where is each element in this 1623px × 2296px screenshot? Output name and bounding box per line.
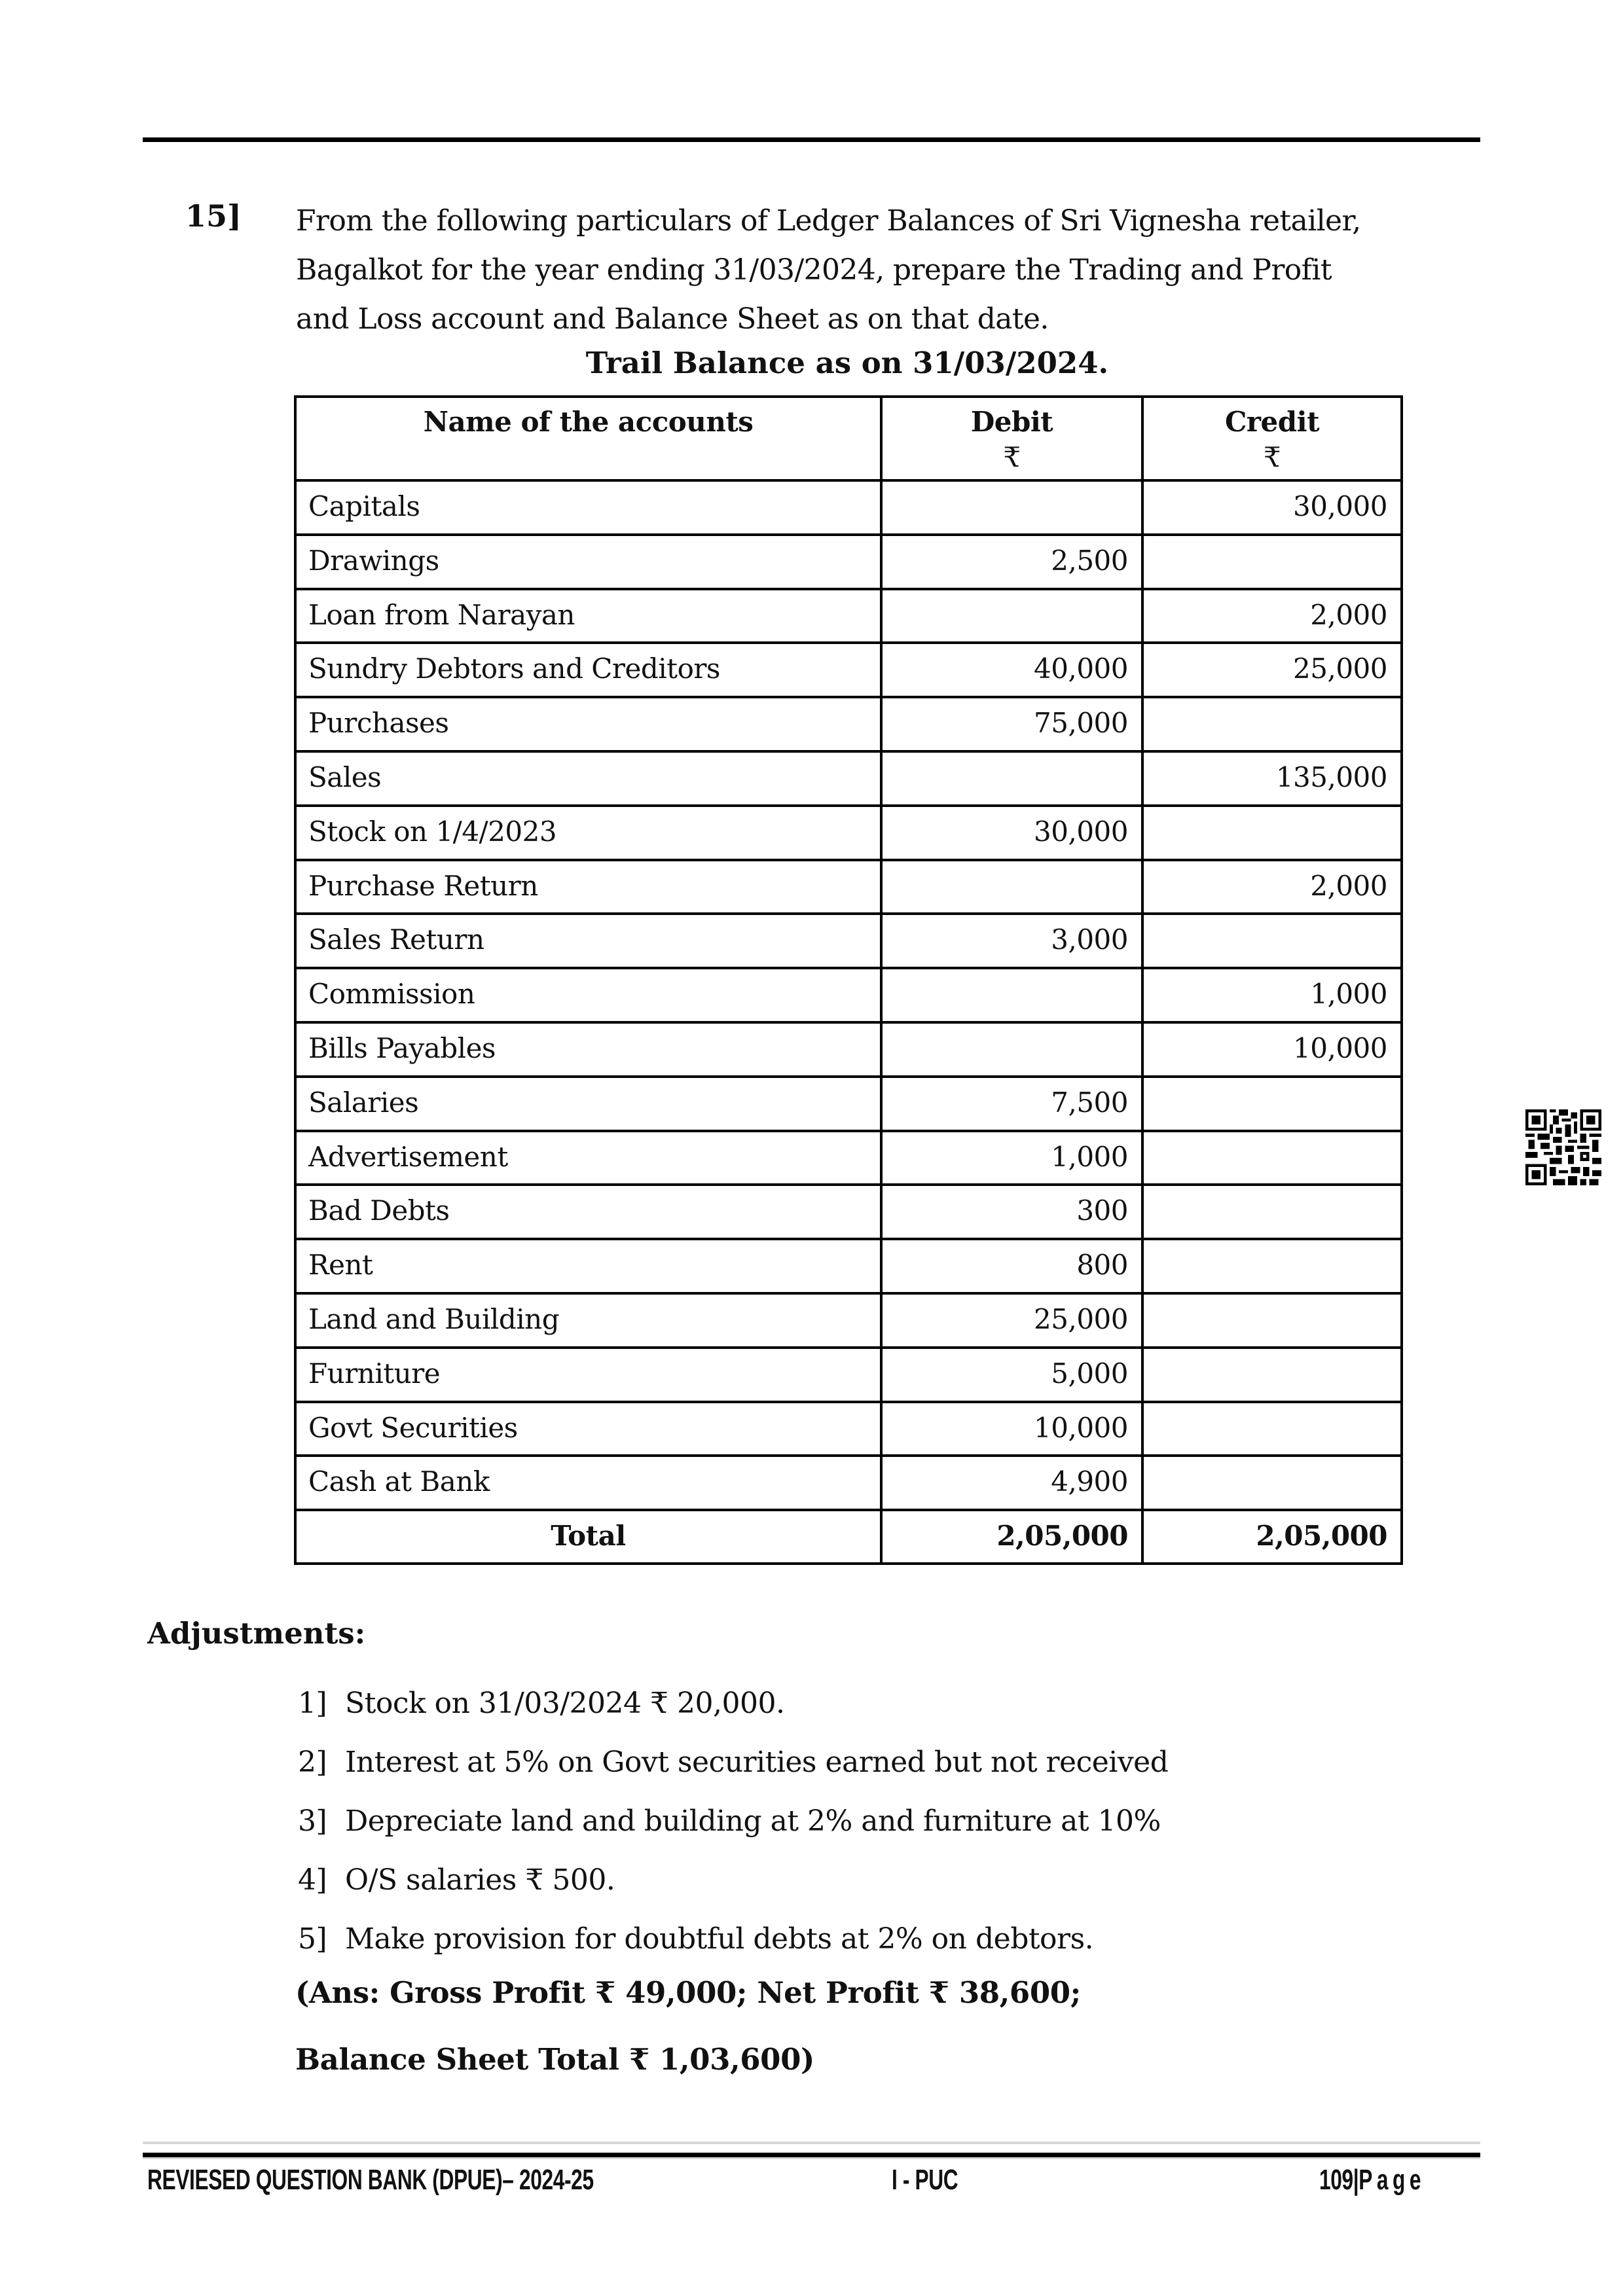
credit-cell (1142, 1402, 1402, 1456)
debit-cell: 7,500 (881, 1077, 1142, 1131)
question-line: and Loss account and Balance Sheet as on that date. (296, 302, 1049, 336)
table-row (295, 1131, 1402, 1185)
debit-cell: 5,000 (881, 1348, 1142, 1402)
table-row (295, 1348, 1402, 1402)
account-name-cell: Salaries (295, 1077, 881, 1131)
table-row (295, 1185, 1402, 1239)
debit-cell (881, 968, 1142, 1022)
footer-rule (143, 2153, 1480, 2157)
account-name-cell: Capitals (295, 480, 881, 535)
table-row (295, 914, 1402, 968)
account-name-cell: Purchase Return (295, 860, 881, 914)
credit-cell: 1,000 (1142, 968, 1402, 1022)
account-name-cell: Commission (295, 968, 881, 1022)
table-row (295, 589, 1402, 643)
trial-balance-table (294, 395, 1403, 1565)
footer-rule-shadow (143, 2157, 1480, 2159)
debit-cell: 1,000 (881, 1131, 1142, 1185)
trial-balance-title: Trail Balance as on 31/03/2024. (585, 346, 1109, 380)
question-text (296, 196, 1448, 344)
table-row (295, 1456, 1402, 1510)
total-credit: 2,05,000 (1142, 1510, 1402, 1564)
credit-cell (1142, 1185, 1402, 1239)
debit-cell: 25,000 (881, 1293, 1142, 1348)
answer-line-1: (Ans: Gross Profit ₹ 49,000; Net Profit ₹ 38,600; (295, 1975, 1081, 2010)
adjustment-item: 3] Depreciate land and building at 2% and furniture at 10% (298, 1804, 1161, 1838)
footer-page-number: 109|Page (1319, 2164, 1425, 2196)
adjustments-list (298, 1674, 1168, 1969)
table-row (295, 1402, 1402, 1456)
table-row (295, 1239, 1402, 1293)
footer-rule-light (143, 2142, 1480, 2144)
debit-cell: 30,000 (881, 806, 1142, 860)
adjustments-heading: Adjustments: (147, 1616, 366, 1651)
debit-cell (881, 751, 1142, 806)
footer-title: REVIESED QUESTION BANK (DPUE)– 2024-25 (147, 2164, 594, 2196)
credit-cell (1142, 1131, 1402, 1185)
credit-cell (1142, 535, 1402, 589)
credit-cell (1142, 1348, 1402, 1402)
column-header-account: Name of the accounts (295, 397, 881, 480)
question-line: From the following particulars of Ledger Balances of Sri Vignesha retailer, (296, 204, 1361, 238)
credit-cell: 2,000 (1142, 589, 1402, 643)
credit-cell (1142, 1239, 1402, 1293)
debit-cell (881, 480, 1142, 535)
column-header-credit: Credit ₹ (1142, 397, 1402, 480)
table-row (295, 1293, 1402, 1348)
table-total-row (295, 1510, 1402, 1564)
column-header-debit: Debit ₹ (881, 397, 1142, 480)
account-name-cell: Furniture (295, 1348, 881, 1402)
question-number: 15] (185, 198, 242, 234)
account-name-cell: Sales (295, 751, 881, 806)
debit-cell: 10,000 (881, 1402, 1142, 1456)
account-name-cell: Drawings (295, 535, 881, 589)
table-row (295, 1077, 1402, 1131)
answer-line-2: Balance Sheet Total ₹ 1,03,600) (295, 2042, 814, 2077)
table-row (295, 480, 1402, 535)
credit-cell (1142, 1293, 1402, 1348)
account-name-cell: Sales Return (295, 914, 881, 968)
table-row (295, 1022, 1402, 1077)
adjustment-item: 1] Stock on 31/03/2024 ₹ 20,000. (298, 1687, 785, 1720)
credit-cell (1142, 914, 1402, 968)
table-row (295, 697, 1402, 751)
credit-cell (1142, 806, 1402, 860)
account-name-cell: Advertisement (295, 1131, 881, 1185)
account-name-cell: Rent (295, 1239, 881, 1293)
account-name-cell: Bad Debts (295, 1185, 881, 1239)
table-row (295, 535, 1402, 589)
credit-cell (1142, 1077, 1402, 1131)
footer-class: I - PUC (892, 2164, 958, 2196)
adjustment-item: 4] O/S salaries ₹ 500. (298, 1863, 615, 1897)
credit-cell (1142, 1456, 1402, 1510)
account-name-cell: Purchases (295, 697, 881, 751)
account-name-cell: Stock on 1/4/2023 (295, 806, 881, 860)
rupee-icon: ₹ (1263, 441, 1281, 473)
debit-cell (881, 860, 1142, 914)
table-row (295, 968, 1402, 1022)
debit-cell: 3,000 (881, 914, 1142, 968)
table-header-row (295, 397, 1402, 480)
debit-cell: 75,000 (881, 697, 1142, 751)
debit-cell (881, 1022, 1142, 1077)
credit-cell: 135,000 (1142, 751, 1402, 806)
account-name-cell: Cash at Bank (295, 1456, 881, 1510)
header-rule (143, 137, 1480, 142)
credit-cell: 2,000 (1142, 860, 1402, 914)
credit-cell: 30,000 (1142, 480, 1402, 535)
credit-cell (1142, 697, 1402, 751)
debit-cell: 300 (881, 1185, 1142, 1239)
credit-cell: 25,000 (1142, 643, 1402, 697)
account-name-cell: Sundry Debtors and Creditors (295, 643, 881, 697)
question-line: Bagalkot for the year ending 31/03/2024, prepare the Trading and Profit (296, 253, 1332, 287)
debit-cell: 40,000 (881, 643, 1142, 697)
qr-code-icon[interactable] (1525, 1109, 1601, 1185)
credit-cell: 10,000 (1142, 1022, 1402, 1077)
total-debit: 2,05,000 (881, 1510, 1142, 1564)
rupee-icon: ₹ (1003, 441, 1021, 473)
debit-cell: 2,500 (881, 535, 1142, 589)
debit-cell: 4,900 (881, 1456, 1142, 1510)
adjustment-item: 2] Interest at 5% on Govt securities earned but not received (298, 1746, 1169, 1779)
debit-cell: 800 (881, 1239, 1142, 1293)
account-name-cell: Govt Securities (295, 1402, 881, 1456)
account-name-cell: Loan from Narayan (295, 589, 881, 643)
table-row (295, 751, 1402, 806)
table-row (295, 806, 1402, 860)
account-name-cell: Land and Building (295, 1293, 881, 1348)
adjustment-item: 5] Make provision for doubtful debts at 2% on debtors. (298, 1922, 1094, 1956)
total-label: Total (295, 1510, 881, 1564)
table-row (295, 643, 1402, 697)
table-row (295, 860, 1402, 914)
account-name-cell: Bills Payables (295, 1022, 881, 1077)
debit-cell (881, 589, 1142, 643)
